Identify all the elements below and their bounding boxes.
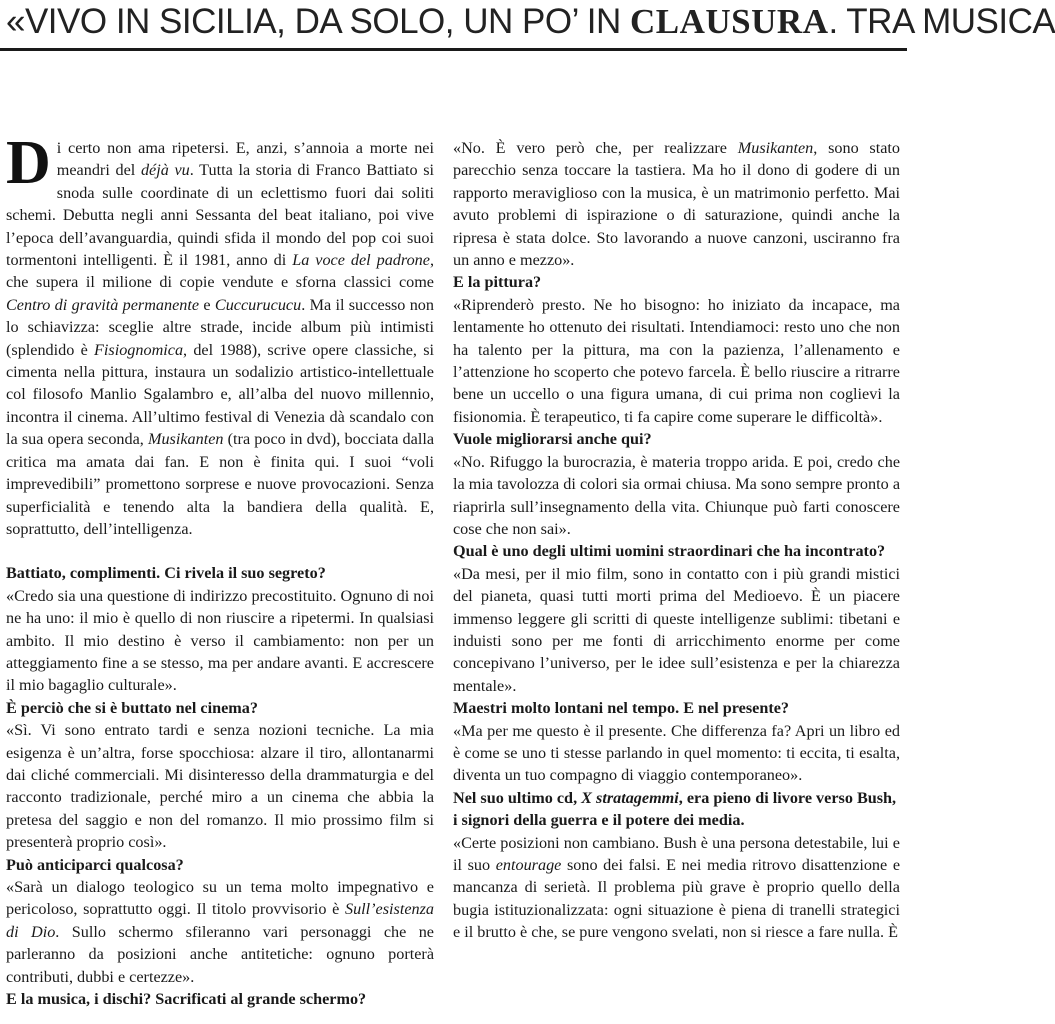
interview-question: Nel suo ultimo cd, X stratagemmi, era pieno di livore verso Bush, i signori della guerra e il potere dei media. — [453, 788, 897, 830]
body-text: , del 1988), scrive opere classiche, si cimenta nella pittura, instaura un sodalizio artistico-intellettuale col filosofo Manlio Sgalambro e, all’alba del nuovo millennio, incontra il cinema. All’ultimo festival di Venezia dà scandalo con la sua opera seconda, — [6, 340, 434, 449]
italic-text: Cuccurucucu — [214, 295, 302, 314]
interview-question: Può anticiparci qualcosa? — [6, 855, 184, 874]
headline-rule — [0, 48, 907, 51]
body-text: «Ma per me questo è il presente. Che differenza fa? Apri un libro ed è come se uno ti stesse parlando in quel momento: ti eccita, ti esalta, diventa un tuo compagno di viaggio contemporaneo». — [453, 721, 900, 785]
body-text: «Certe posizioni non cambiano. Bush è una persona detestabile, lui e il suo — [453, 833, 900, 874]
interview-question: E la pittura? — [453, 273, 542, 292]
italic-text: Musikanten — [147, 430, 224, 449]
italic-text: Sull’esistenza di Dio — [6, 900, 434, 941]
body-text: «Sarà un dialogo teologico su un tema molto impegnativo e pericoloso, soprattutto oggi. Il titolo provvisorio è — [6, 878, 434, 919]
body-text: , sono stato parecchio senza toccare la tastiera. Ma ho il dono di godere di un rapporto meraviglioso con la musica, è un matrimonio perfetto. Mai avuto problemi di ispirazione o di saturazione, quindi anche la ripresa è stata dolce. Sto lavorando a nuove canzoni, usciranno fra un anno e mezzo». — [453, 139, 901, 270]
interview-question: Qual è uno degli ultimi uomini straordinari che ha incontrato? — [453, 542, 886, 561]
body-text: . Sullo schermo sfileranno vari personaggi che ne parleranno da posizioni anche antitetiche: ognuno porterà contributi, dubbi e certezze». — [6, 922, 434, 986]
body-text: «Credo sia una questione di indirizzo precostituito. Ognuno di noi ne ha uno: il mio è quello di non riuscire a ripetermi. In qualsiasi ambito. Il mio destino è verso il cambiamento: non per un atteggiamento fine a se stesso, ma per andare avanti. E accrescere il mio bagaglio culturale». — [6, 586, 434, 695]
interview-answer — [453, 832, 900, 944]
body-text: (tra poco in dvd), bocciata dalla critica ma amata dai fan. E non è finita qui. I suoi “voli imprevedibili” promettono sorprese e nuove provocazioni. Senza superficialità e tenendo alta la bandiera della qualità. E, soprattutto, dell’intelligenza. — [6, 430, 435, 538]
body-text: «Riprenderò presto. Ne ho bisogno: ho iniziato da incapace, ma lentamente ho ottenuto dei risultati. Intendiamoci: resto uno che non ha talento per la pittura, ma con la pazienza, l’allenamento e l’attenzione ho scoperto che potevo farcela. È bello riuscire a ritrarre bene un uccello o una figura umana, di cui prima non coglievi la fisionomia. È terapeutico, ti fa capire come superare le difficoltà». — [453, 295, 900, 426]
interview-answer — [453, 451, 900, 541]
body-text: . Ma il successo non lo schiavizza: sceglie altre strade, incide album più intimisti (splendido è — [6, 295, 434, 359]
italic-text: La voce del padrone — [292, 251, 430, 270]
interview-question: È perciò che si è buttato nel cinema? — [6, 698, 258, 717]
interview-question: E la musica, i dischi? Sacrificati al grande schermo? — [6, 990, 367, 1009]
body-text: , che supera il milione di copie vendute e sforna classici come — [6, 251, 435, 292]
interview-answer — [453, 294, 900, 428]
body-text: «No. Rifuggo la burocrazia, è materia troppo arida. E poi, credo che la mia tavolozza di colori sia ormai chiusa. Ma sono sempre pronto a riaprirla sull’insegnamento della vita. Chiunque può farti conoscere cose che non sai». — [453, 452, 900, 538]
interview-question: Vuole migliorarsi anche qui? — [453, 430, 652, 449]
body-text: . Tutta la storia di Franco Battiato si snoda sulle coordinate di un eclettismo fuori dai soliti schemi. Debutta negli anni Sessanta del beat italiano, poi vive l’epoca dell’avanguardia, quindi sfida il mondo del pop coi suoi tormentoni intelligenti. È il 1981, anno di — [6, 161, 435, 270]
italic-text: Musikanten — [737, 139, 814, 157]
headline-part-3: . TRA MUSICA — [828, 2, 1055, 41]
italic-text: Centro di gravità permanente — [6, 295, 200, 314]
headline-part-1: «VIVO IN SICILIA, DA SOLO, UN PO’ IN — [6, 2, 630, 41]
interview-answer — [453, 563, 900, 697]
paragraph-gap — [6, 540, 434, 562]
italic-text: déjà vu — [140, 161, 190, 180]
italic-text: Fisiognomica — [94, 340, 184, 359]
body-text: «Sì. Vi sono entrato tardi e senza nozioni tecniche. La mia esigenza è un’altra, forse spocchiosa: alzare il tiro, allontanarmi dai cliché commerciali. Mi disinteresso della drammaturgia e del racconto tradizionale, perché miro a un cinema che abbia la pretesa del saggio e non del romanzo. Il mio prossimo film si presenterà proprio così». — [6, 721, 434, 852]
body-text: «Da mesi, per il mio film, sono in contatto con i più grandi mistici del pianeta, quasi tutti morti prima del Medioevo. È un piacere immenso leggere gli scritti di queste intelligenze sublimi: tibetani e induisti sono per me fonti di arricchimento enorme per come concepivano l’universo, per le idee sull’esistenza e per la chiarezza mentale». — [453, 564, 900, 695]
interview-answer — [6, 719, 434, 853]
interview-question: Maestri molto lontani nel tempo. E nel presente? — [453, 699, 790, 718]
body-text: i certo non ama ripetersi. E, anzi, s’annoia a morte nei meandri del — [56, 139, 434, 180]
headline — [6, 2, 1055, 42]
interview-answer — [6, 876, 434, 988]
interview-answer — [6, 585, 434, 697]
interview-question: Battiato, complimenti. Ci rivela il suo segreto? — [6, 564, 326, 583]
body-text: sono dei falsi. E nei media ritrovo disattenzione e mancanza di serietà. Il problema più grave è proprio quello della bugia istituzionalizzata: ogni situazione è piena di tranelli strategici e il brutto è che, se pure vengono svelati, non si riesce a fare nulla. È — [453, 856, 901, 942]
body-text: e — [199, 295, 215, 314]
interview-answer — [453, 720, 900, 787]
drop-cap: D — [6, 129, 51, 197]
italic-text: entourage — [495, 856, 562, 874]
intro-paragraph — [6, 129, 435, 540]
interview-answer — [453, 137, 900, 271]
right-column — [453, 137, 900, 944]
body-text: «No. È vero però che, per realizzare — [453, 139, 738, 157]
left-column — [6, 129, 435, 1010]
headline-part-2: CLAUSURA — [630, 2, 829, 41]
